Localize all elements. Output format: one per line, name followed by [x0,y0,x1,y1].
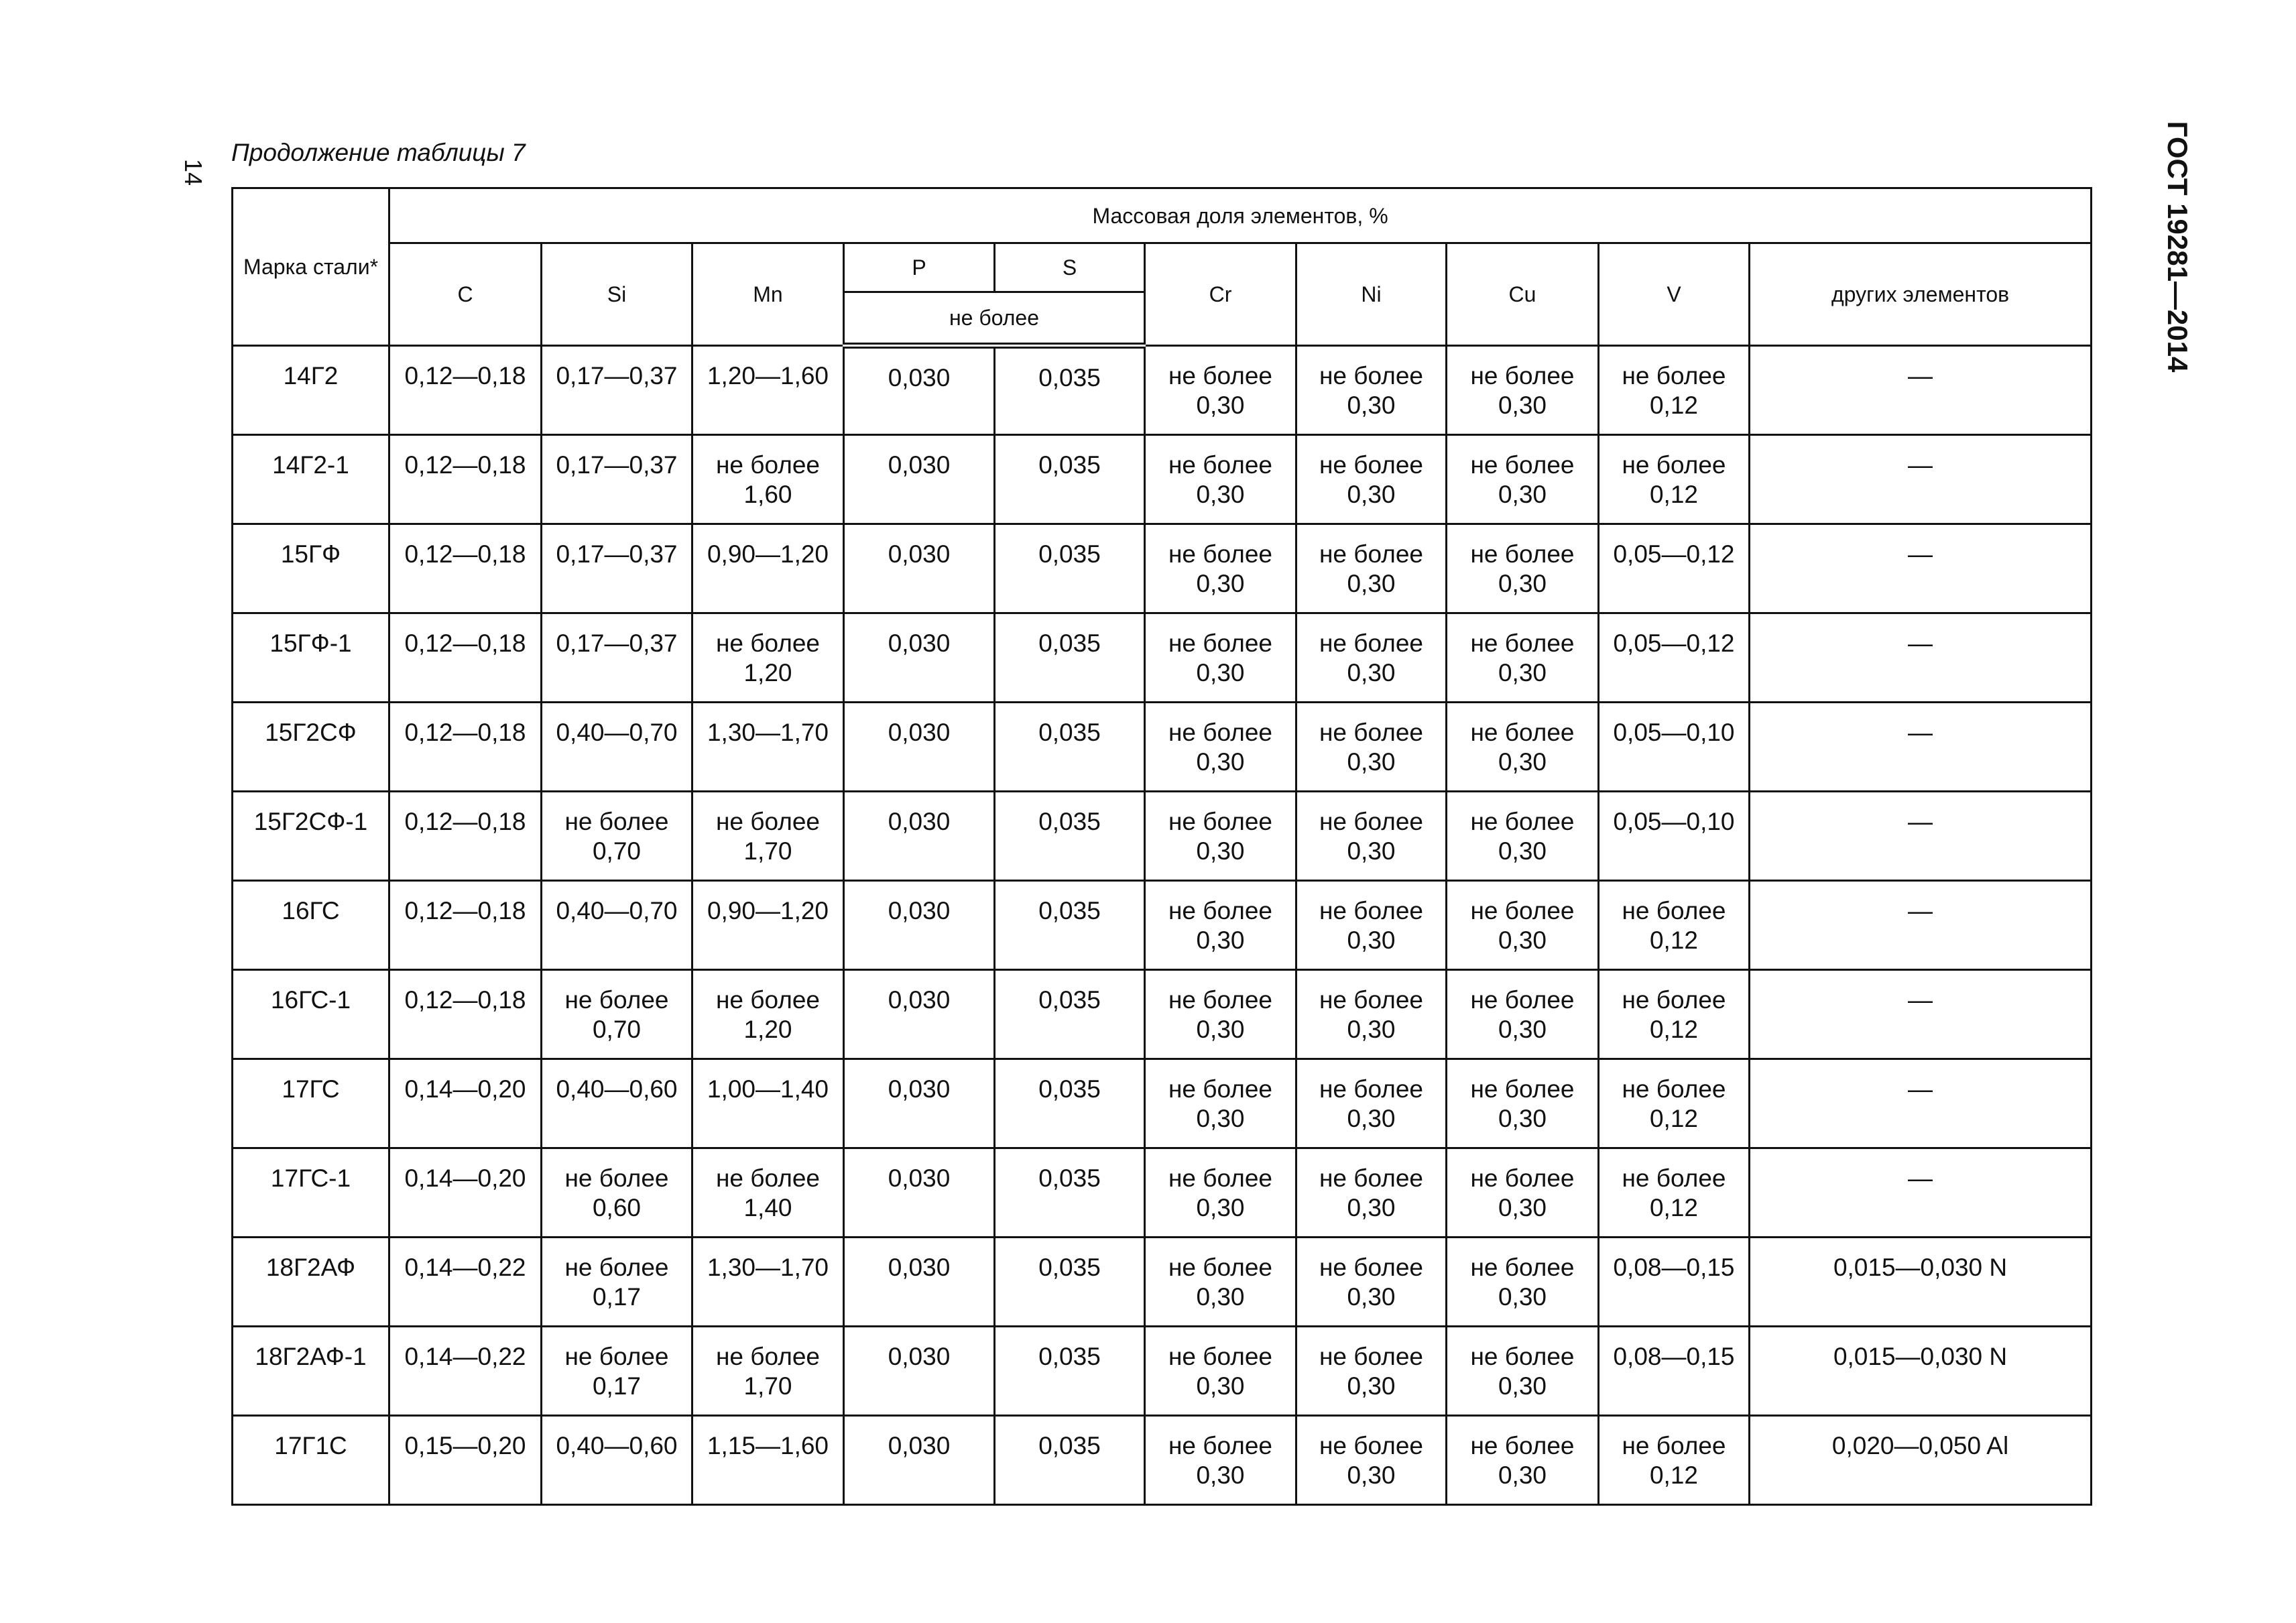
cell-s: 0,035 [995,1059,1145,1148]
cell-ni [1296,435,1447,524]
cell-mn: 1,00—1,40 [692,1059,844,1148]
cell-line: не более [716,808,820,835]
cell-si: 0,40—0,60 [542,1416,692,1505]
cell-p: 0,030 [844,1416,995,1505]
cell-ni [1296,1238,1447,1327]
cell-si [542,1327,692,1416]
cell-line: 0,30 [1347,1283,1396,1311]
table-row [233,435,2092,524]
cell-c: 0,12—0,18 [389,613,542,703]
cell-si [542,1238,692,1327]
cell-v: 0,05—0,12 [1599,613,1750,703]
cell-p: 0,030 [844,346,995,435]
cell-line: 0,30 [1196,392,1245,419]
cell-line: не более [1470,1075,1575,1103]
cell-line: не более [716,451,820,479]
cell-line: 0,12 [1649,481,1698,508]
cell-line: не более [1319,1075,1423,1103]
cell-line: не более [1622,897,1726,924]
table-body [233,346,2092,1505]
cell-s: 0,035 [995,524,1145,613]
cell-line: 0,30 [1196,481,1245,508]
table-row [233,346,2092,435]
cell-s: 0,035 [995,435,1145,524]
cell-line: не более [1470,629,1575,657]
cell-line: 0,12 [1649,1461,1698,1489]
cell-line: 0,30 [1347,659,1396,686]
cell-c: 0,14—0,22 [389,1327,542,1416]
cell-c: 0,14—0,22 [389,1238,542,1327]
table-row [233,613,2092,703]
cell-line: 0,30 [1498,1283,1547,1311]
cell-cr [1145,703,1296,792]
cell-c: 0,12—0,18 [389,881,542,970]
cell-other: — [1750,881,2092,970]
table-row [233,970,2092,1059]
cell-cr [1145,346,1296,435]
cell-cr [1145,792,1296,881]
cell-v: 0,05—0,10 [1599,703,1750,792]
header-cr: Cr [1145,243,1296,346]
cell-line: не более [1470,719,1575,746]
cell-c: 0,12—0,18 [389,703,542,792]
cell-line: не более [1470,897,1575,924]
table-header [233,188,2092,346]
header-grade: Марка стали* [233,188,389,346]
cell-v [1599,1416,1750,1505]
cell-si: 0,17—0,37 [542,613,692,703]
cell-grade: 16ГС [233,881,389,970]
cell-line: не более [716,1164,820,1192]
cell-line: 0,17 [592,1372,641,1400]
cell-line: не более [1319,629,1423,657]
cell-line: 0,30 [1498,659,1547,686]
cell-cu [1447,970,1599,1059]
header-c: C [389,243,542,346]
cell-line: не более [1470,362,1575,389]
cell-line: 0,30 [1498,748,1547,776]
cell-line: не более [1168,540,1272,568]
cell-cu [1447,1416,1599,1505]
cell-other: — [1750,703,2092,792]
table-row [233,1059,2092,1148]
cell-cu [1447,435,1599,524]
cell-other: 0,015—0,030 N [1750,1238,2092,1327]
cell-line: 0,12 [1649,1105,1698,1132]
cell-line: не более [1168,362,1272,389]
header-mn: Mn [692,243,844,346]
cell-mn: 0,90—1,20 [692,881,844,970]
cell-line: 0,12 [1649,392,1698,419]
table-continuation-title: Продолжение таблицы 7 [231,139,526,166]
cell-ni [1296,1148,1447,1238]
cell-other: — [1750,346,2092,435]
cell-v: 0,08—0,15 [1599,1327,1750,1416]
header-cu: Cu [1447,243,1599,346]
cell-v [1599,346,1750,435]
cell-line: не более [1622,362,1726,389]
cell-mn: 1,15—1,60 [692,1416,844,1505]
cell-s: 0,035 [995,792,1145,881]
cell-line: 0,30 [1196,1194,1245,1221]
cell-ni [1296,346,1447,435]
cell-p: 0,030 [844,1238,995,1327]
cell-v [1599,435,1750,524]
cell-line: 0,30 [1498,1372,1547,1400]
cell-line: 0,30 [1347,1105,1396,1132]
cell-line: 1,70 [743,1372,792,1400]
cell-line: не более [1168,808,1272,835]
cell-s: 0,035 [995,1416,1145,1505]
table-row [233,1327,2092,1416]
cell-line: 0,30 [1196,926,1245,954]
cell-line: не более [1319,897,1423,924]
cell-line: не более [1319,451,1423,479]
table-row [233,1148,2092,1238]
cell-other: — [1750,613,2092,703]
cell-ni [1296,881,1447,970]
cell-line: не более [1470,1254,1575,1281]
cell-mn: 1,30—1,70 [692,703,844,792]
header-other: других элементов [1750,243,2092,346]
cell-line: не более [1470,808,1575,835]
cell-p: 0,030 [844,1148,995,1238]
cell-si: 0,40—0,60 [542,1059,692,1148]
cell-ni [1296,613,1447,703]
cell-line: не более [1470,540,1575,568]
cell-line: не более [1168,629,1272,657]
cell-line: 0,30 [1196,748,1245,776]
cell-grade: 14Г2-1 [233,435,389,524]
cell-line: не более [1168,1164,1272,1192]
cell-ni [1296,792,1447,881]
cell-line: 0,30 [1498,1194,1547,1221]
header-p: P [844,243,995,292]
cell-si [542,1148,692,1238]
cell-line: 0,70 [592,837,641,865]
cell-other: 0,015—0,030 N [1750,1327,2092,1416]
cell-mn: 0,90—1,20 [692,524,844,613]
cell-cr [1145,435,1296,524]
cell-line: 1,70 [743,837,792,865]
cell-line: не более [1319,986,1423,1014]
cell-line: не более [1622,1164,1726,1192]
cell-line: 0,12 [1649,926,1698,954]
cell-ni [1296,1059,1447,1148]
cell-grade: 15Г2СФ [233,703,389,792]
cell-line: 0,12 [1649,1016,1698,1043]
cell-si: 0,17—0,37 [542,524,692,613]
cell-cu [1447,1327,1599,1416]
table-row [233,524,2092,613]
cell-line: не более [1168,719,1272,746]
cell-line: 0,30 [1498,926,1547,954]
cell-grade: 18Г2АФ-1 [233,1327,389,1416]
cell-grade: 15ГФ-1 [233,613,389,703]
cell-cr [1145,1148,1296,1238]
cell-mn: 1,20—1,60 [692,346,844,435]
cell-line: 0,30 [1347,1194,1396,1221]
cell-line: не более [716,1343,820,1370]
cell-line: 0,30 [1196,570,1245,597]
cell-p: 0,030 [844,703,995,792]
cell-mn [692,792,844,881]
cell-other: 0,020—0,050 Al [1750,1416,2092,1505]
cell-line: 0,30 [1347,926,1396,954]
cell-v [1599,1148,1750,1238]
cell-line: не более [716,986,820,1014]
cell-line: не более [1622,986,1726,1014]
standard-code: ГОСТ 19281—2014 [2162,121,2193,373]
cell-grade: 14Г2 [233,346,389,435]
cell-p: 0,030 [844,524,995,613]
cell-other: — [1750,1148,2092,1238]
cell-line: не более [1319,362,1423,389]
cell-grade: 18Г2АФ [233,1238,389,1327]
table-row [233,1238,2092,1327]
cell-line: не более [1319,1164,1423,1192]
cell-cr [1145,1059,1296,1148]
cell-line: не более [1470,1432,1575,1459]
cell-s: 0,035 [995,881,1145,970]
cell-cu [1447,1059,1599,1148]
cell-ni [1296,1416,1447,1505]
cell-si [542,970,692,1059]
cell-c: 0,12—0,18 [389,970,542,1059]
cell-line: не более [1470,986,1575,1014]
cell-line: не более [564,1254,669,1281]
cell-line: 0,30 [1196,1461,1245,1489]
cell-cr [1145,881,1296,970]
cell-line: не более [1168,1254,1272,1281]
cell-v: 0,05—0,10 [1599,792,1750,881]
cell-line: не более [1622,1075,1726,1103]
cell-p: 0,030 [844,1059,995,1148]
cell-line: 0,30 [1347,570,1396,597]
cell-cu [1447,1148,1599,1238]
cell-line: не более [1470,451,1575,479]
cell-grade: 16ГС-1 [233,970,389,1059]
cell-grade: 17Г1С [233,1416,389,1505]
cell-other: — [1750,1059,2092,1148]
cell-line: 0,30 [1196,1105,1245,1132]
cell-p: 0,030 [844,613,995,703]
cell-ni [1296,524,1447,613]
header-si: Si [542,243,692,346]
cell-si: 0,40—0,70 [542,703,692,792]
cell-line: 0,17 [592,1283,641,1311]
cell-line: не более [564,986,669,1014]
header-v: V [1599,243,1750,346]
cell-cu [1447,703,1599,792]
cell-line: не более [1470,1343,1575,1370]
cell-mn [692,613,844,703]
cell-other: — [1750,524,2092,613]
cell-line: не более [1319,1432,1423,1459]
cell-line: 1,60 [743,481,792,508]
cell-s: 0,035 [995,1148,1145,1238]
header-s: S [995,243,1145,292]
cell-si: 0,17—0,37 [542,435,692,524]
cell-v: 0,05—0,12 [1599,524,1750,613]
cell-line: 0,30 [1196,1016,1245,1043]
cell-c: 0,12—0,18 [389,346,542,435]
cell-line: 0,30 [1347,1461,1396,1489]
cell-line: 0,30 [1347,481,1396,508]
cell-line: 1,40 [743,1194,792,1221]
cell-line: не более [564,1343,669,1370]
cell-line: не более [1168,986,1272,1014]
cell-line: 0,30 [1347,1372,1396,1400]
cell-line: 0,70 [592,1016,641,1043]
cell-cu [1447,346,1599,435]
cell-line: 0,30 [1347,748,1396,776]
cell-other: — [1750,435,2092,524]
cell-s: 0,035 [995,613,1145,703]
cell-line: 0,30 [1498,837,1547,865]
cell-other: — [1750,970,2092,1059]
cell-si [542,792,692,881]
cell-line: не более [564,808,669,835]
cell-grade: 15Г2СФ-1 [233,792,389,881]
cell-si: 0,40—0,70 [542,881,692,970]
cell-p: 0,030 [844,435,995,524]
cell-v [1599,970,1750,1059]
cell-mn: 1,30—1,70 [692,1238,844,1327]
header-mass-fraction: Массовая доля элементов, % [389,188,2092,243]
table-row [233,881,2092,970]
cell-c: 0,14—0,20 [389,1059,542,1148]
cell-line: 0,30 [1196,1283,1245,1311]
cell-ni [1296,970,1447,1059]
cell-s: 0,035 [995,703,1145,792]
cell-mn [692,1327,844,1416]
cell-si: 0,17—0,37 [542,346,692,435]
cell-cr [1145,1416,1296,1505]
cell-line: 0,30 [1498,1016,1547,1043]
cell-mn [692,435,844,524]
cell-line: не более [564,1164,669,1192]
cell-line: не более [1168,1432,1272,1459]
cell-p: 0,030 [844,792,995,881]
cell-mn [692,1148,844,1238]
cell-line: не более [1168,1075,1272,1103]
cell-line: не более [1622,451,1726,479]
cell-c: 0,12—0,18 [389,792,542,881]
cell-line: 0,30 [1196,837,1245,865]
cell-line: 0,30 [1347,1016,1396,1043]
cell-cr [1145,613,1296,703]
cell-p: 0,030 [844,881,995,970]
cell-line: 0,30 [1498,1105,1547,1132]
cell-c: 0,15—0,20 [389,1416,542,1505]
table-row [233,792,2092,881]
cell-line: 0,30 [1196,659,1245,686]
cell-line: 0,30 [1196,1372,1245,1400]
table-row [233,1416,2092,1505]
cell-v: 0,08—0,15 [1599,1238,1750,1327]
cell-v [1599,881,1750,970]
cell-cu [1447,524,1599,613]
cell-cr [1145,1238,1296,1327]
cell-s: 0,035 [995,970,1145,1059]
cell-line: не более [1168,897,1272,924]
cell-p: 0,030 [844,1327,995,1416]
cell-cr [1145,970,1296,1059]
cell-s: 0,035 [995,1238,1145,1327]
cell-cu [1447,792,1599,881]
cell-line: не более [1319,719,1423,746]
cell-line: не более [1622,1432,1726,1459]
cell-other: — [1750,792,2092,881]
header-ni: Ni [1296,243,1447,346]
cell-line: не более [1168,1343,1272,1370]
cell-grade: 17ГС-1 [233,1148,389,1238]
cell-v [1599,1059,1750,1148]
cell-cu [1447,881,1599,970]
cell-line: 0,30 [1498,481,1547,508]
cell-line: не более [1319,540,1423,568]
cell-line: не более [1319,808,1423,835]
cell-cu [1447,1238,1599,1327]
chemical-composition-table [231,187,2092,1506]
cell-ni [1296,703,1447,792]
cell-line: 0,30 [1347,392,1396,419]
cell-line: 0,30 [1498,1461,1547,1489]
cell-line: 0,30 [1347,837,1396,865]
cell-c: 0,12—0,18 [389,435,542,524]
cell-c: 0,14—0,20 [389,1148,542,1238]
cell-line: 1,20 [743,1016,792,1043]
page-number: 14 [180,158,208,186]
cell-grade: 15ГФ [233,524,389,613]
cell-p: 0,030 [844,970,995,1059]
cell-mn [692,970,844,1059]
table-row [233,703,2092,792]
cell-c: 0,12—0,18 [389,524,542,613]
cell-line: 0,12 [1649,1194,1698,1221]
cell-grade: 17ГС [233,1059,389,1148]
cell-cr [1145,1327,1296,1416]
cell-s: 0,035 [995,1327,1145,1416]
header-max: не более [844,292,1145,346]
cell-line: 0,30 [1498,570,1547,597]
cell-line: не более [1319,1254,1423,1281]
cell-line: не более [716,629,820,657]
cell-line: не более [1168,451,1272,479]
cell-line: 0,30 [1498,392,1547,419]
cell-cu [1447,613,1599,703]
cell-ni [1296,1327,1447,1416]
cell-line: 0,60 [592,1194,641,1221]
cell-line: не более [1319,1343,1423,1370]
cell-s: 0,035 [995,346,1145,435]
cell-line: не более [1470,1164,1575,1192]
cell-cr [1145,524,1296,613]
cell-line: 1,20 [743,659,792,686]
